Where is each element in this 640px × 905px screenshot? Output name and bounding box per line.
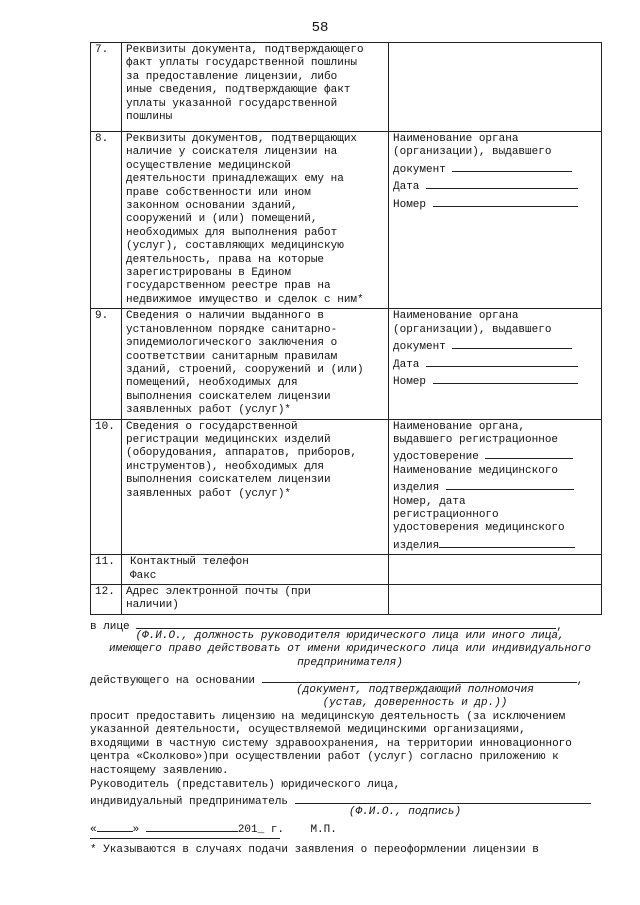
stamp-place: М.П. <box>310 824 337 836</box>
row-description: Адрес электронной почты (при наличии) <box>122 585 389 615</box>
certificate-field[interactable] <box>485 447 573 459</box>
day-field[interactable] <box>97 820 133 832</box>
row-description: Сведения о государственной регистрации медицинских изделий (оборудования, аппаратов, приборов, инструментов), необходимых для выполнения соискателем лицензии заявленных работ (услуг)* <box>122 419 389 555</box>
signature-caption: (Ф.И.О., подпись) <box>348 806 462 818</box>
head-label: Руководитель (представитель) юридического лица, индивидуальный предприниматель <box>90 779 610 810</box>
table-row <box>91 309 602 419</box>
row-value[interactable]: Наименование органа (организации), выдавшего документ Дата Номер <box>389 309 602 419</box>
date-field[interactable] <box>426 177 578 189</box>
row-number: 8. <box>91 132 122 309</box>
month-field[interactable] <box>146 820 238 832</box>
row-value[interactable]: Наименование органа (организации), выдавшего документ Дата Номер <box>389 132 602 309</box>
application-table <box>90 42 602 615</box>
signature-field[interactable] <box>295 792 591 804</box>
table-row <box>91 555 602 585</box>
row-number: 10. <box>91 419 122 555</box>
row-number: 12. <box>91 585 122 615</box>
table-row <box>91 43 602 132</box>
row-description: Сведения о наличии выданного в установленном порядке санитарно- эпидемиологического заключения о соответствии санитарным правилам зданий, строений, сооружений и (или) помещений, необходимых для выполнения соискателем лицензии заявленных работ (услуг)* <box>122 309 389 419</box>
request-paragraph: просит предоставить лицензию на медицинскую деятельность (за исключением указанной деятельности, осуществляемой медицинскими организациями, входящими в частную систему здравоохранения, на территории инновационного центра «Сколково»)при осуществлении работ (услуг) согласно приложению к настоящему заявлению. <box>90 711 572 777</box>
document-field[interactable] <box>452 160 572 172</box>
date-line: « » 201_ г. М.П. <box>90 820 610 837</box>
row-value[interactable] <box>389 43 602 132</box>
row-number: 7. <box>91 43 122 132</box>
registration-field[interactable] <box>439 536 575 548</box>
row-number: 9. <box>91 309 122 419</box>
in-person-line: в лице , <box>90 617 610 634</box>
fio-caption: (Ф.И.О., должность руководителя юридического лица или иного лица, имеющего право действовать от имени юридического лица или индивидуального предпринимателя) <box>109 630 591 669</box>
row-description: Контактный телефон Факс <box>122 555 389 585</box>
row-description: Реквизиты документов, подтверщающих наличие у соискателя лицензии на осуществление медицинской деятельности принадлежащих ему на праве собственности или ином законном основании зданий, сооружений и (или) помещений, необходимых для выполнения работ (услуг), составляющих медицинскую деятельность, права на которые зарегистрированы в Едином государственном реестре прав на недвижимое имущество и сделок с ним* <box>122 132 389 309</box>
table-row <box>91 132 602 309</box>
document-caption: (документ, подтверждающий полномочия (устав, доверенность и др.)) <box>296 684 534 710</box>
representative-field[interactable] <box>136 617 556 629</box>
table-row <box>91 585 602 615</box>
row-number: 11. <box>91 555 122 585</box>
acting-basis-line: действующего на основании , <box>90 671 610 688</box>
date-field[interactable] <box>426 355 578 367</box>
number-field[interactable] <box>433 372 578 384</box>
number-field[interactable] <box>433 195 578 207</box>
basis-field[interactable] <box>262 671 577 683</box>
footnote: * Указываются в случаях подачи заявления о переоформлении лицензии в <box>90 844 539 856</box>
row-value[interactable] <box>389 585 602 615</box>
row-value[interactable] <box>389 555 602 585</box>
page-number: 58 <box>311 20 329 36</box>
table-row <box>91 419 602 555</box>
document-field[interactable] <box>452 337 572 349</box>
row-value[interactable]: Наименование органа, выдавшего регистрационное удостоверение Наименование медицинского изделия Номер, дата регистрационного удостоверения медицинского изделия <box>389 419 602 555</box>
row-description: Реквизиты документа, подтверждающего факт уплаты государственной пошлины за предоставление лицензии, либо иные сведения, подтверждающие факт уплаты указанной государственной пошлины <box>122 43 389 132</box>
device-field[interactable] <box>446 478 574 490</box>
footnote-divider <box>90 838 280 839</box>
